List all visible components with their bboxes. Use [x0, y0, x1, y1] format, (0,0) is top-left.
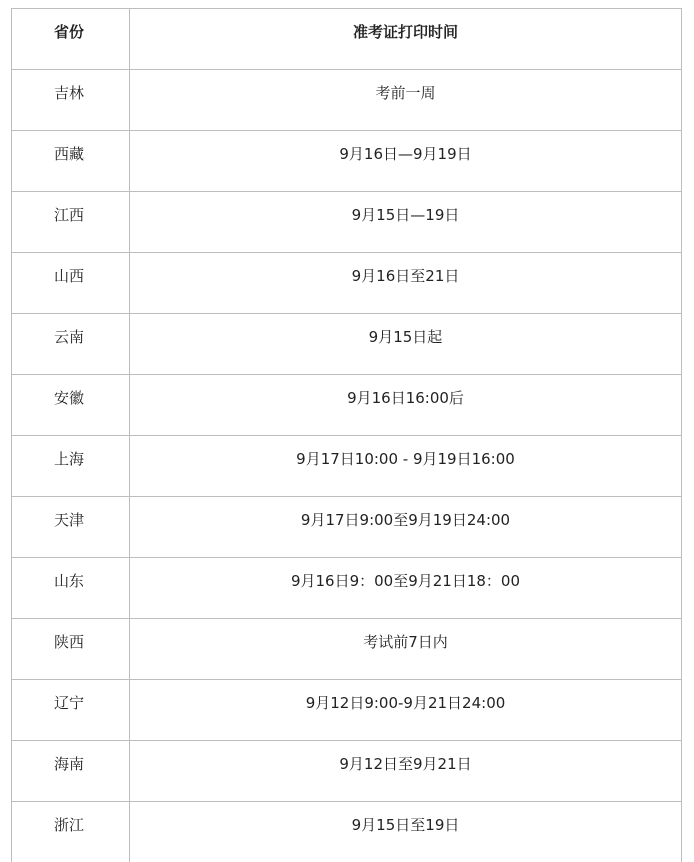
province-cell — [12, 619, 130, 680]
print-time-value: 9月12日至9月21日 — [339, 755, 472, 773]
table-row — [12, 131, 682, 192]
print-time-value: 9月16日至21日 — [351, 267, 460, 285]
print-time-value: 考前一周 — [375, 84, 436, 102]
province-name: 海南 — [54, 755, 85, 773]
print-time-cell — [130, 375, 682, 436]
table-row — [12, 619, 682, 680]
header-print-time — [130, 9, 682, 70]
province-cell — [12, 802, 130, 862]
province-name: 浙江 — [54, 816, 85, 834]
print-time-value: 9月17日9:00至9月19日24:00 — [300, 511, 511, 529]
province-name: 云南 — [54, 328, 85, 346]
province-cell — [12, 558, 130, 619]
table-row — [12, 375, 682, 436]
table-row — [12, 436, 682, 497]
province-cell — [12, 192, 130, 253]
province-cell — [12, 741, 130, 802]
header-province-label: 省份 — [54, 23, 85, 41]
print-time-value: 9月12日9:00-9月21日24:00 — [305, 694, 506, 712]
province-name: 山西 — [54, 267, 85, 285]
province-name: 山东 — [54, 572, 85, 590]
table-row — [12, 802, 682, 862]
print-time-cell — [130, 436, 682, 497]
admission-ticket-table-container — [11, 8, 681, 862]
province-cell — [12, 497, 130, 558]
province-name: 江西 — [54, 206, 85, 224]
table-row — [12, 253, 682, 314]
table-header-row — [12, 9, 682, 70]
province-name: 西藏 — [54, 145, 85, 163]
province-name: 陕西 — [54, 633, 85, 651]
table-row — [12, 497, 682, 558]
table-row — [12, 558, 682, 619]
print-time-cell — [130, 70, 682, 131]
province-name: 吉林 — [54, 84, 85, 102]
table-row — [12, 70, 682, 131]
print-time-cell — [130, 131, 682, 192]
table-row — [12, 314, 682, 375]
header-print-time-label: 准考证打印时间 — [352, 23, 458, 41]
table-row — [12, 192, 682, 253]
print-time-value: 9月15日起 — [368, 328, 443, 346]
admission-ticket-print-time-table — [11, 8, 682, 862]
province-cell — [12, 314, 130, 375]
print-time-cell — [130, 314, 682, 375]
print-time-cell — [130, 802, 682, 862]
province-name: 上海 — [54, 450, 85, 468]
province-cell — [12, 680, 130, 741]
province-cell — [12, 375, 130, 436]
province-name: 安徽 — [54, 389, 85, 407]
table-row — [12, 741, 682, 802]
print-time-value: 9月15日至19日 — [351, 816, 460, 834]
print-time-value: 考试前7日内 — [363, 633, 448, 651]
print-time-cell — [130, 558, 682, 619]
print-time-cell — [130, 497, 682, 558]
print-time-value: 9月16日9：00至9月21日18：00 — [290, 572, 521, 590]
province-cell — [12, 436, 130, 497]
header-province — [12, 9, 130, 70]
print-time-cell — [130, 680, 682, 741]
print-time-cell — [130, 192, 682, 253]
print-time-value: 9月17日10:00 - 9月19日16:00 — [296, 450, 515, 468]
print-time-cell — [130, 741, 682, 802]
province-cell — [12, 70, 130, 131]
province-name: 辽宁 — [54, 694, 85, 712]
province-cell — [12, 131, 130, 192]
province-name: 天津 — [54, 511, 85, 529]
print-time-value: 9月16日—9月19日 — [339, 145, 472, 163]
table-row — [12, 680, 682, 741]
province-cell — [12, 253, 130, 314]
print-time-cell — [130, 619, 682, 680]
print-time-cell — [130, 253, 682, 314]
print-time-value: 9月16日16:00后 — [347, 389, 464, 407]
print-time-value: 9月15日—19日 — [351, 206, 460, 224]
